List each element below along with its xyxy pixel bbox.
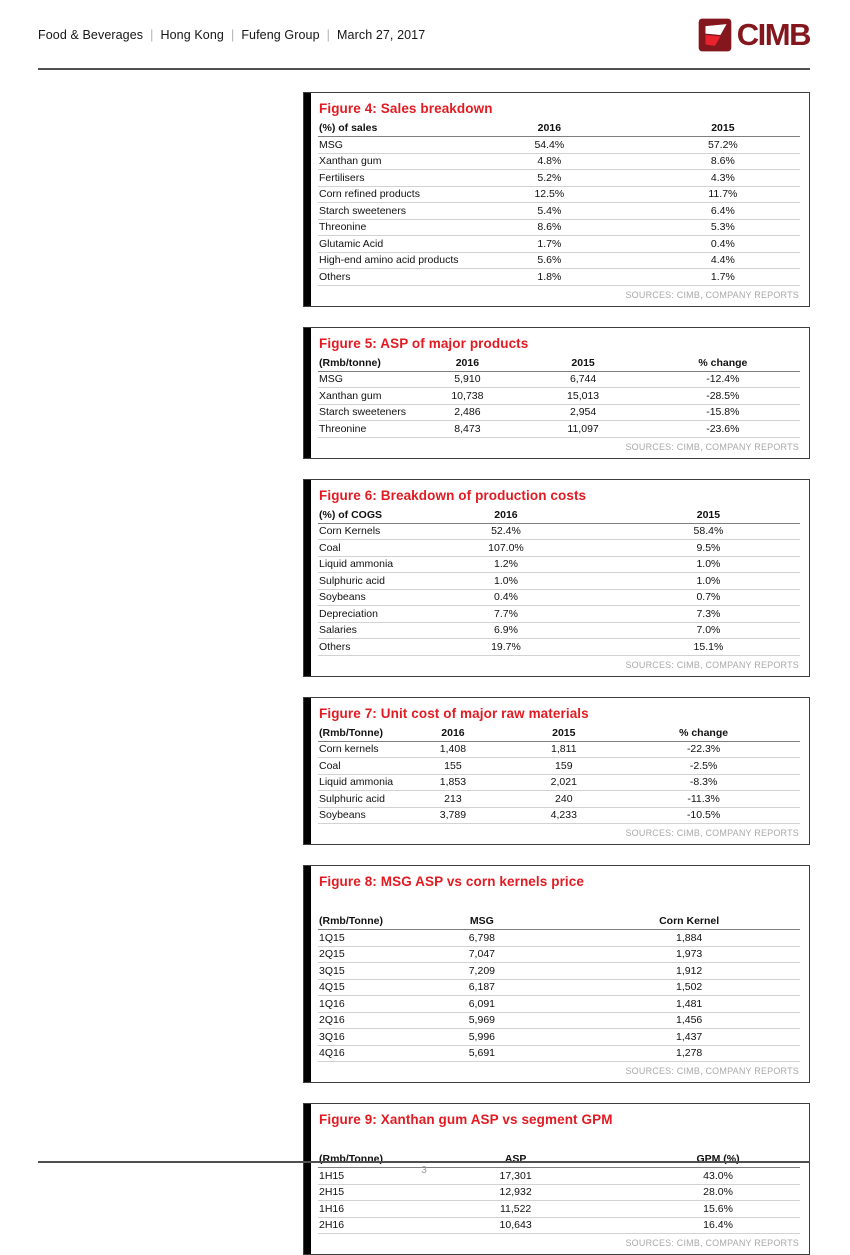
- row-value: 58.4%: [617, 523, 800, 540]
- row-label: Threonine: [318, 219, 453, 236]
- row-value: 1.0%: [617, 573, 800, 590]
- report-header: [0, 0, 850, 52]
- breadcrumb-item-date: March 27, 2017: [337, 28, 426, 42]
- row-label: Soybeans: [318, 589, 395, 606]
- column-header: 2016: [414, 356, 520, 372]
- row-value: 0.4%: [395, 589, 617, 606]
- row-value: -8.3%: [607, 774, 800, 791]
- cimb-logo-icon: [698, 18, 732, 52]
- figure-title: Figure 6: Breakdown of production costs: [319, 487, 587, 503]
- cimb-logo: [698, 18, 810, 52]
- table-row: [318, 996, 800, 1013]
- row-label: 2Q15: [318, 946, 385, 963]
- row-value: 1,456: [578, 1012, 800, 1029]
- column-header: ASP: [395, 1152, 636, 1168]
- row-label: 1Q16: [318, 996, 385, 1013]
- column-header: 2015: [520, 356, 645, 372]
- column-header: % change: [607, 726, 800, 742]
- table-row: [318, 236, 800, 253]
- table-row: [318, 930, 800, 947]
- row-value: 54.4%: [453, 137, 646, 154]
- row-value: 107.0%: [395, 540, 617, 557]
- figure-box: [303, 92, 810, 307]
- column-header: 2015: [646, 121, 800, 137]
- column-header: 2015: [617, 508, 800, 524]
- figure-box: [303, 697, 810, 846]
- table-row: [318, 946, 800, 963]
- figure-title: Figure 7: Unit cost of major raw materials: [319, 705, 589, 721]
- row-label: Fertilisers: [318, 170, 453, 187]
- row-label: 4Q15: [318, 979, 385, 996]
- column-header: (Rmb/Tonne): [318, 914, 385, 930]
- column-header: (%) of COGS: [318, 508, 395, 524]
- figure-source-note: SOURCES: CIMB, COMPANY REPORTS: [625, 1238, 799, 1248]
- table-row: [318, 1217, 800, 1234]
- row-label: Others: [318, 639, 395, 656]
- row-label: Sulphuric acid: [318, 573, 395, 590]
- table-row: [318, 758, 800, 775]
- figure-left-accent-bar: [304, 480, 311, 676]
- row-label: 3Q15: [318, 963, 385, 980]
- column-header: MSG: [385, 914, 578, 930]
- figure-title: Figure 8: MSG ASP vs corn kernels price: [319, 874, 584, 889]
- row-value: 10,738: [414, 388, 520, 405]
- row-label: Xanthan gum: [318, 153, 453, 170]
- table-row: [318, 203, 800, 220]
- row-value: 19.7%: [395, 639, 617, 656]
- table-row: [318, 639, 800, 656]
- row-value: 4.3%: [646, 170, 800, 187]
- row-value: 1.8%: [453, 269, 646, 286]
- breadcrumb-item-region: Hong Kong: [160, 28, 224, 42]
- row-value: 5.4%: [453, 203, 646, 220]
- figure-table: [318, 726, 800, 825]
- row-label: Glutamic Acid: [318, 236, 453, 253]
- row-value: 155: [385, 758, 520, 775]
- figure-source-note: SOURCES: CIMB, COMPANY REPORTS: [625, 659, 799, 670]
- report-footer: [38, 1161, 810, 1176]
- table-row: [318, 1201, 800, 1218]
- row-value: 1,853: [385, 774, 520, 791]
- row-value: 7,209: [385, 963, 578, 980]
- column-header: (Rmb/Tonne): [318, 1152, 395, 1168]
- row-value: 5.6%: [453, 252, 646, 269]
- cimb-logo-text: CIMB: [736, 17, 810, 52]
- row-value: 1,502: [578, 979, 800, 996]
- table-row: [318, 791, 800, 808]
- row-label: Sulphuric acid: [318, 791, 385, 808]
- row-value: 28.0%: [636, 1184, 800, 1201]
- figure-box: [303, 327, 810, 459]
- figure-table: [318, 356, 800, 438]
- row-value: 6,187: [385, 979, 578, 996]
- row-value: 5,996: [385, 1029, 578, 1046]
- table-row: [318, 741, 800, 758]
- column-header: 2016: [453, 121, 646, 137]
- table-row: [318, 371, 800, 388]
- table-row: [318, 252, 800, 269]
- figure-title: Figure 5: ASP of major products: [319, 335, 529, 351]
- row-value: 4,233: [520, 807, 607, 824]
- row-value: -12.4%: [646, 371, 800, 388]
- table-row: [318, 186, 800, 203]
- row-value: 7.7%: [395, 606, 617, 623]
- table-row: [318, 523, 800, 540]
- row-value: 57.2%: [646, 137, 800, 154]
- row-value: 0.4%: [646, 236, 800, 253]
- row-value: 213: [385, 791, 520, 808]
- row-value: 17,301: [395, 1168, 636, 1185]
- row-value: 5,969: [385, 1012, 578, 1029]
- column-header: GPM (%): [636, 1152, 800, 1168]
- row-label: 3Q16: [318, 1029, 385, 1046]
- row-value: 43.0%: [636, 1168, 800, 1185]
- table-row: [318, 219, 800, 236]
- row-label: Liquid ammonia: [318, 774, 385, 791]
- row-value: 1.0%: [617, 556, 800, 573]
- row-value: 1.0%: [395, 573, 617, 590]
- table-header-row: [318, 121, 800, 137]
- figure-table: [318, 121, 800, 286]
- row-value: 15,013: [520, 388, 645, 405]
- row-value: -23.6%: [646, 421, 800, 438]
- row-value: 8.6%: [453, 219, 646, 236]
- figure-title: Figure 9: Xanthan gum ASP vs segment GPM: [319, 1112, 613, 1127]
- row-value: -22.3%: [607, 741, 800, 758]
- figure-left-accent-bar: [304, 698, 311, 845]
- row-value: -10.5%: [607, 807, 800, 824]
- row-value: 1,912: [578, 963, 800, 980]
- table-row: [318, 1045, 800, 1062]
- breadcrumb-separator: |: [326, 28, 331, 42]
- row-value: 10,643: [395, 1217, 636, 1234]
- row-value: 1,811: [520, 741, 607, 758]
- figure-source-note: SOURCES: CIMB, COMPANY REPORTS: [625, 828, 799, 838]
- breadcrumb: [38, 18, 425, 42]
- table-row: [318, 963, 800, 980]
- figure-left-accent-bar: [304, 93, 311, 306]
- row-label: Xanthan gum: [318, 388, 414, 405]
- row-label: MSG: [318, 371, 414, 388]
- figure-table: [318, 508, 800, 656]
- column-header: (Rmb/tonne): [318, 356, 414, 372]
- row-value: 6.4%: [646, 203, 800, 220]
- table-row: [318, 979, 800, 996]
- row-value: 7,047: [385, 946, 578, 963]
- row-value: 1,884: [578, 930, 800, 947]
- row-value: 1.7%: [453, 236, 646, 253]
- column-header: 2016: [395, 508, 617, 524]
- row-value: 7.0%: [617, 622, 800, 639]
- row-label: MSG: [318, 137, 453, 154]
- row-label: Starch sweeteners: [318, 404, 414, 421]
- row-label: Salaries: [318, 622, 395, 639]
- breadcrumb-item-company: Fufeng Group: [241, 28, 320, 42]
- table-row: [318, 153, 800, 170]
- row-value: 1,481: [578, 996, 800, 1013]
- row-label: Corn refined products: [318, 186, 453, 203]
- row-value: 3,789: [385, 807, 520, 824]
- row-label: Liquid ammonia: [318, 556, 395, 573]
- row-label: Others: [318, 269, 453, 286]
- row-value: 11.7%: [646, 186, 800, 203]
- row-value: 15.6%: [636, 1201, 800, 1218]
- row-value: 6.9%: [395, 622, 617, 639]
- row-value: 1,437: [578, 1029, 800, 1046]
- table-row: [318, 606, 800, 623]
- table-header-row: [318, 508, 800, 524]
- row-label: 4Q16: [318, 1045, 385, 1062]
- column-header: 2015: [520, 726, 607, 742]
- table-row: [318, 269, 800, 286]
- row-label: Corn kernels: [318, 741, 385, 758]
- table-header-row: [318, 356, 800, 372]
- row-value: 2,486: [414, 404, 520, 421]
- row-value: 1,973: [578, 946, 800, 963]
- row-label: Depreciation: [318, 606, 395, 623]
- row-label: 2Q16: [318, 1012, 385, 1029]
- figure-box: [303, 865, 810, 1083]
- row-value: 1,278: [578, 1045, 800, 1062]
- breadcrumb-item-sector: Food & Beverages: [38, 28, 144, 42]
- row-label: High-end amino acid products: [318, 252, 453, 269]
- row-label: Corn Kernels: [318, 523, 395, 540]
- figure-box: [303, 1103, 810, 1255]
- row-label: 1Q15: [318, 930, 385, 947]
- row-value: 159: [520, 758, 607, 775]
- table-row: [318, 1184, 800, 1201]
- table-row: [318, 1029, 800, 1046]
- row-label: Threonine: [318, 421, 414, 438]
- row-value: 0.7%: [617, 589, 800, 606]
- row-value: -2.5%: [607, 758, 800, 775]
- row-value: 9.5%: [617, 540, 800, 557]
- figure-left-accent-bar: [304, 866, 311, 1082]
- row-label: 1H16: [318, 1201, 395, 1218]
- breadcrumb-separator: |: [150, 28, 154, 42]
- figure-table: [318, 914, 800, 1062]
- row-value: 12,932: [395, 1184, 636, 1201]
- row-value: 6,798: [385, 930, 578, 947]
- row-value: 240: [520, 791, 607, 808]
- row-label: Coal: [318, 758, 385, 775]
- figure-title: Figure 4: Sales breakdown: [319, 101, 493, 116]
- row-label: 2H16: [318, 1217, 395, 1234]
- row-value: 11,522: [395, 1201, 636, 1218]
- table-row: [318, 1012, 800, 1029]
- row-value: 5.2%: [453, 170, 646, 187]
- row-value: -15.8%: [646, 404, 800, 421]
- figure-source-note: SOURCES: CIMB, COMPANY REPORTS: [625, 1066, 799, 1076]
- row-value: 2,954: [520, 404, 645, 421]
- row-value: 12.5%: [453, 186, 646, 203]
- table-row: [318, 540, 800, 557]
- row-value: 7.3%: [617, 606, 800, 623]
- column-header: Corn Kernel: [578, 914, 800, 930]
- row-value: 16.4%: [636, 1217, 800, 1234]
- table-row: [318, 556, 800, 573]
- row-value: 6,744: [520, 371, 645, 388]
- table-row: [318, 573, 800, 590]
- row-value: 1,408: [385, 741, 520, 758]
- row-value: -11.3%: [607, 791, 800, 808]
- table-header-row: [318, 726, 800, 742]
- row-value: 5,691: [385, 1045, 578, 1062]
- column-header: (%) of sales: [318, 121, 453, 137]
- row-label: 2H15: [318, 1184, 395, 1201]
- row-value: 11,097: [520, 421, 645, 438]
- page-number: 3: [421, 1165, 427, 1176]
- footer-divider: [38, 1161, 810, 1163]
- table-row: [318, 404, 800, 421]
- row-value: 8.6%: [646, 153, 800, 170]
- row-value: 5,910: [414, 371, 520, 388]
- column-header: (Rmb/Tonne): [318, 726, 385, 742]
- table-row: [318, 807, 800, 824]
- figure-source-note: SOURCES: CIMB, COMPANY REPORTS: [625, 289, 799, 300]
- figure-left-accent-bar: [304, 328, 311, 458]
- column-header: % change: [646, 356, 800, 372]
- row-value: 2,021: [520, 774, 607, 791]
- row-value: -28.5%: [646, 388, 800, 405]
- row-value: 6,091: [385, 996, 578, 1013]
- table-header-row: [318, 914, 800, 930]
- column-header: 2016: [385, 726, 520, 742]
- table-row: [318, 170, 800, 187]
- row-value: 4.4%: [646, 252, 800, 269]
- figure-box: [303, 479, 810, 677]
- table-row: [318, 388, 800, 405]
- row-value: 52.4%: [395, 523, 617, 540]
- row-value: 4.8%: [453, 153, 646, 170]
- row-value: 1.2%: [395, 556, 617, 573]
- row-value: 8,473: [414, 421, 520, 438]
- row-value: 5.3%: [646, 219, 800, 236]
- table-row: [318, 421, 800, 438]
- table-row: [318, 137, 800, 154]
- row-label: Coal: [318, 540, 395, 557]
- breadcrumb-separator: |: [230, 28, 235, 42]
- table-row: [318, 774, 800, 791]
- table-row: [318, 622, 800, 639]
- row-label: Starch sweeteners: [318, 203, 453, 220]
- figures-container: [303, 92, 810, 1255]
- header-divider: [38, 68, 810, 70]
- row-label: Soybeans: [318, 807, 385, 824]
- row-value: 15.1%: [617, 639, 800, 656]
- figure-source-note: SOURCES: CIMB, COMPANY REPORTS: [625, 441, 799, 452]
- row-value: 1.7%: [646, 269, 800, 286]
- figure-left-accent-bar: [304, 1104, 311, 1254]
- table-row: [318, 589, 800, 606]
- row-label: 1H15: [318, 1168, 395, 1185]
